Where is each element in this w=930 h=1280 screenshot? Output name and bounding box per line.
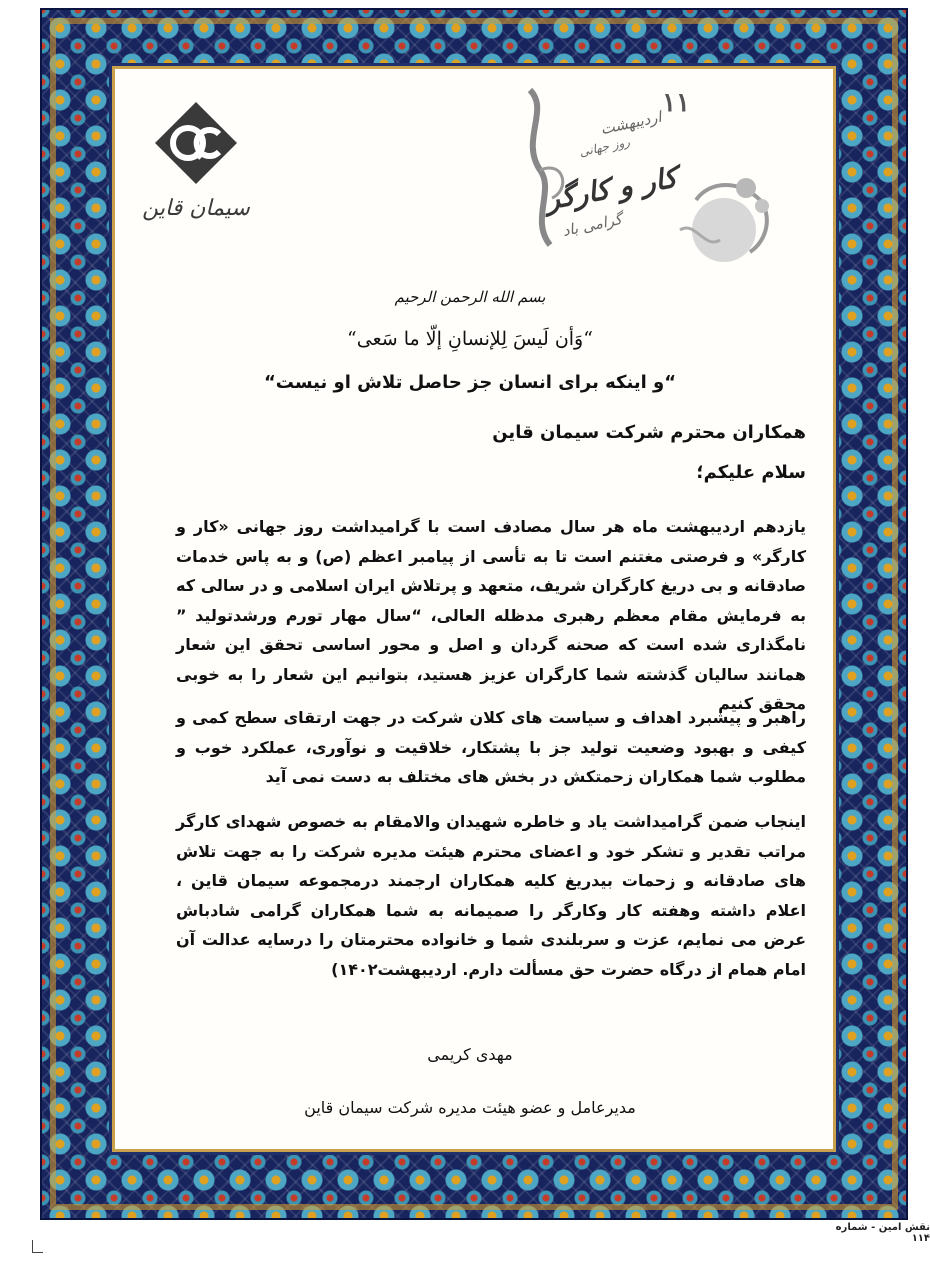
artwork-day: ۱۱: [662, 88, 690, 118]
logo-wordmark: سیمان قاین: [142, 196, 250, 221]
page-reference: نقش امین - شماره ۱۱۴: [835, 1222, 930, 1244]
artwork-subtitle: گرامی باد: [560, 209, 624, 241]
paragraph: اینجاب ضمن گرامیداشت یاد و خاطره شهیدان والامقام به خصوص شهدای کارگر مراتب تقدیر و تشکر خود و اعضای محترم هیئت مدیره شرکت را به جهت تلاش های صادقانه و زحمات بیدریغ کلیه همکاران ارجمند درمجموعه سیمان قاین ، اعلام داشته وهفته کار وکارگر را صمیمانه به شما همکاران گرامی شادباش عرض می نمایم، عزت و سربلندی شما و خانواده محترمتان را درسایه عدالت آن امام همام از درگاه حضرت حق مسألت دارم. اردیبهشت۱۴۰۲): [176, 812, 806, 979]
quran-verse: “وَأن لَیسَ لِلإنسانِ إلّا ما سَعی“: [347, 328, 593, 350]
artwork-world-day: روز جهانی: [577, 134, 631, 160]
crop-mark: [32, 1240, 43, 1253]
artwork-title: کار و کارگر: [543, 160, 680, 217]
signer-title: مدیرعامل و عضو هیئت مدیره شرکت سیمان قاین: [304, 1098, 636, 1117]
qc-logo-icon: [153, 100, 239, 186]
paragraph: یازدهم اردیبهشت ماه هر سال مصادف است با گرامیداشت روز جهانی «کار و کارگر» و فرصتی مغتنم است تا به تأسی از پیامبر اعظم (ص) و به پاس خدمات صادقانه و بی دریغ کارگران شریف، متعهد و پرتلاش ایران اسلامی و در سالی که به فرمایش مقام معظم رهبری مدظله العالی، “سال مهار تورم ورشدتولید ” نامگذاری شده است که صحنه گردان و اصل و محور اساسی تحقق این شعار همانند سالیان گذشته شما کارگران عزیز هستید، بتوانیم این شعار را به خوبی محقق کنیم: [176, 517, 806, 713]
company-logo: [136, 100, 256, 240]
artwork-month: اردیبهشت: [598, 107, 664, 139]
addressee: همکاران محترم شرکت سیمان قاین: [492, 422, 806, 443]
bismillah: بسم الله الرحمن الرحیم: [394, 288, 546, 306]
paragraph: راهبر و پیشبرد اهداف و سیاست های کلان شرکت در جهت ارتقای سطح کمی و کیفی و بهبود وضعیت تولید جز با پشتکار، خلاقیت و نوآوری، عملکرد خوب و مطلوب شما همکاران زحمتکش در بخش های مختلف به دست نمی آید: [176, 708, 806, 786]
greeting: سلام علیکم؛: [696, 462, 806, 483]
signer-name: مهدی کریمی: [427, 1045, 513, 1064]
workers-day-artwork: [510, 80, 782, 270]
verse-translation: “و اینکه برای انسان جز حاصل تلاش او نیست“: [263, 372, 677, 393]
